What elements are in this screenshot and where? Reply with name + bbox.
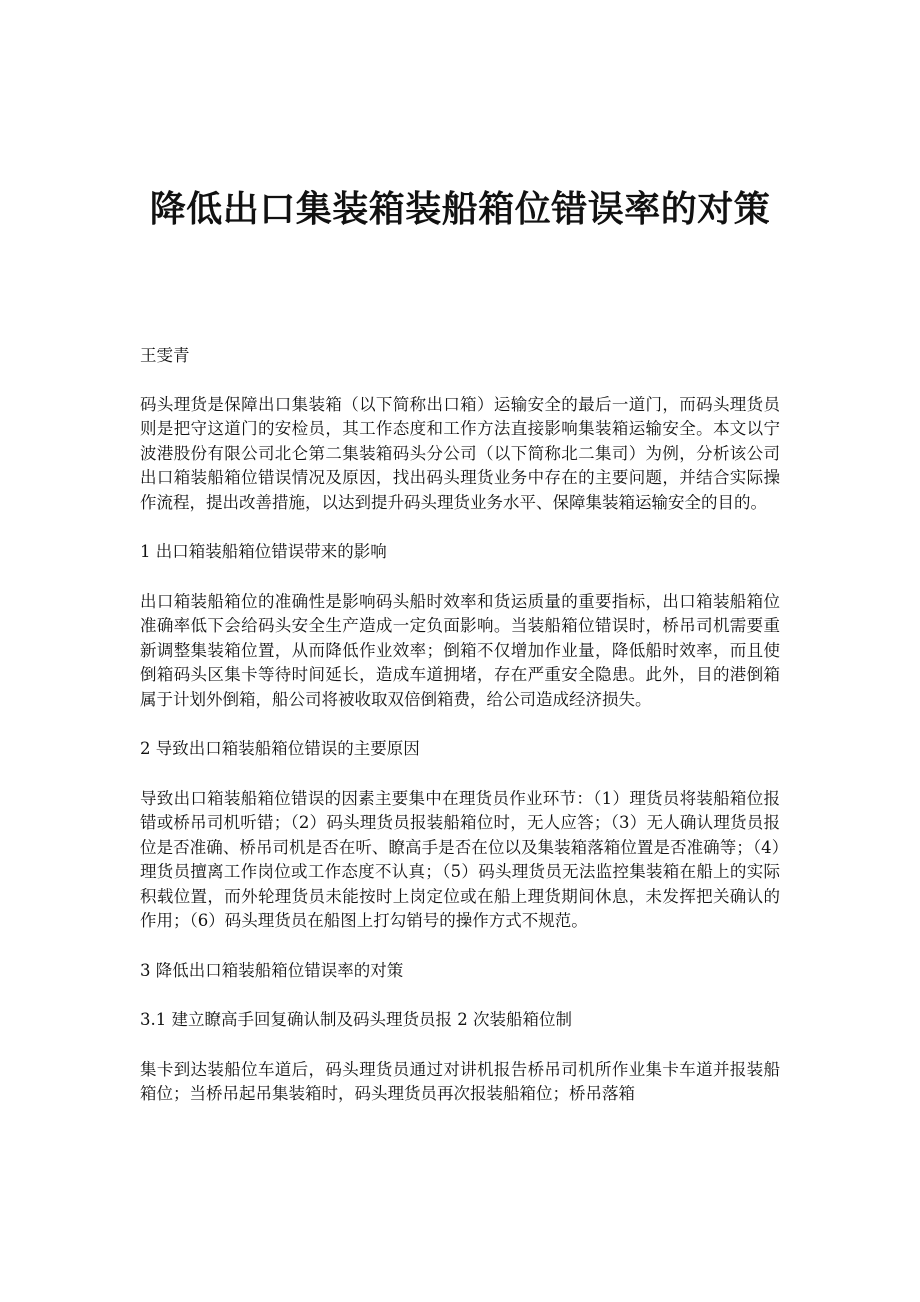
- section-3-heading: 3 降低出口箱装船箱位错误率的对策: [140, 960, 404, 980]
- section-2-paragraph: 导致出口箱装船箱位错误的因素主要集中在理货员作业环节：（1）理货员将装船箱位报错或桥吊司机听错；（2）码头理货员报装船箱位时，无人应答；（3）无人确认理货员报位是否准确、桥吊司机是否在听、瞭高手是否在位以及集装箱落箱位置是否准确等；（4）理货员擅离工作岗位或工作态度不认真；（5）码头理货员无法监控集装箱在船上的实际积载位置，而外轮理货员未能按时上岗定位或在船上理货期间休息，未发挥把关确认的作用；（6）码头理货员在船图上打勾销号的操作方式不规范。: [140, 788, 780, 930]
- section-3-1-paragraph: 集卡到达装船位车道后，码头理货员通过对讲机报告桥吊司机所作业集卡车道并报装船箱位；当桥吊起吊集装箱时，码头理货员再次报装船箱位；桥吊落箱: [140, 1059, 780, 1103]
- document-body: [140, 344, 780, 1132]
- author-name: 王雯青: [140, 346, 190, 365]
- document-title: 降低出口集装箱装船箱位错误率的对策: [149, 189, 771, 230]
- intro-paragraph: 码头理货是保障出口集装箱（以下简称出口箱）运输安全的最后一道门，而码头理货员则是把守这道门的安检员，其工作态度和工作方法直接影响集装箱运输安全。本文以宁波港股份有限公司北仑第二集装箱码头分公司（以下简称北二集司）为例，分析该公司出口箱装船箱位错误情况及原因，找出码头理货业务中存在的主要问题，并结合实际操作流程，提出改善措施，以达到提升码头理货业务水平、保障集装箱运输安全的目的。: [140, 394, 780, 512]
- section-1-heading: 1 出口箱装船箱位错误带来的影响: [140, 542, 387, 561]
- section-1-paragraph: 出口箱装船箱位的准确性是影响码头船时效率和货运质量的重要指标，出口箱装船箱位准确率低下会给码头安全生产造成一定负面影响。当装船箱位错误时，桥吊司机需要重新调整集装箱位置，从而降低作业效率；倒箱不仅增加作业量，降低船时效率，而且使倒箱码头区集卡等待时间延长，造成车道拥堵，存在严重安全隐患。此外，目的港倒箱属于计划外倒箱，船公司将被收取双倍倒箱费，给公司造成经济损失。: [140, 591, 780, 709]
- section-3-1-heading: 3.1 建立瞭高手回复确认制及码头理货员报 2 次装船箱位制: [140, 1010, 572, 1029]
- section-2-heading: 2 导致出口箱装船箱位错误的主要原因: [140, 739, 420, 758]
